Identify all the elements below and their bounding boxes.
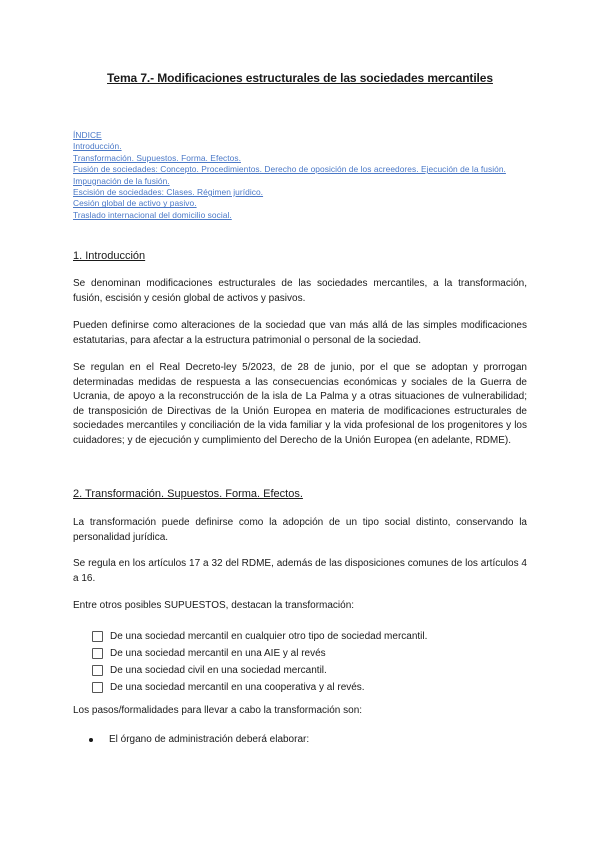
toc-link-fusion[interactable]: Fusión de sociedades: Concepto. Procedimientos. Derecho de oposición de los acreedores. Ejecución de la fusión. Impugnación de la fusión. [73,164,506,186]
section-1-paragraph-1: Se denominan modificaciones estructurales de las sociedades mercantiles, a la transformación, fusión, escisión y cesión global de activos y pasivos. [73,278,527,304]
checkbox[interactable] [92,665,103,676]
bullet-item [89,734,309,745]
checklist-item [92,679,427,696]
checklist-item-label: De una sociedad mercantil en cualquier otro tipo de sociedad mercantil. [110,631,428,642]
steps-intro: Los pasos/formalidades para llevar a cabo la transformación son: [73,705,363,716]
checkbox[interactable] [92,648,103,659]
bullet-dot-icon [89,738,93,742]
section-2-heading: 2. Transformación. Supuestos. Forma. Efectos. [73,488,303,500]
checklist-item-label: De una sociedad civil en una sociedad mercantil. [110,665,327,676]
checklist-item [92,662,427,679]
checkbox[interactable] [92,631,103,642]
section-2-paragraph-3: Entre otros posibles SUPUESTOS, destacan la transformación: [73,600,355,611]
document-title: Tema 7.- Modificaciones estructurales de las sociedades mercantiles [107,71,493,85]
section-1-paragraph-2: Pueden definirse como alteraciones de la sociedad que van más allá de las simples modificaciones estatutarias, para afectar a la estructura patrimonial o personal de la sociedad. [73,320,527,346]
toc-link-cesion[interactable]: Cesión global de activo y pasivo. [73,198,197,209]
checklist-item-label: De una sociedad mercantil en una AIE y al revés [110,648,326,659]
toc-link-transformacion[interactable]: Transformación. Supuestos. Forma. Efectos. [73,152,241,163]
section-2-paragraph-1: La transformación puede definirse como la adopción de un tipo social distinto, conservando la personalidad jurídica. [73,517,527,543]
bullet-item-text: El órgano de administración deberá elaborar: [109,734,310,745]
toc-link-indice[interactable]: ÍNDICE [73,130,102,140]
toc-link-traslado[interactable]: Traslado internacional del domicilio social. [73,209,232,220]
checklist-item [92,628,427,645]
table-of-contents [73,130,529,221]
section-2-paragraph-2: Se regula en los artículos 17 a 32 del RDME, además de las disposiciones comunes de los artículos 4 a 16. [73,558,527,584]
toc-link-escision[interactable]: Escisión de sociedades: Clases. Régimen jurídico. [73,187,264,198]
checkbox[interactable] [92,682,103,693]
section-1-heading: 1. Introducción [73,250,146,262]
supuestos-checklist [92,628,427,696]
toc-link-introduccion[interactable]: Introducción. [73,141,122,152]
checklist-item [92,645,427,662]
section-1-paragraph-3: Se regulan en el Real Decreto-ley 5/2023, de 28 de junio, por el que se adoptan y prorrogan determinadas medidas de respuesta a las consecuencias económicas y sociales de la Guerra de Ucrania, de apoyo a la reconstrucción de la isla de La Palma y a otras situaciones de vulnerabilidad; de transposición de Directivas de la Unión Europea en materia de modificaciones estructurales de sociedades mercantiles y conciliación de la vida familiar y la vida profesional de los progenitores y los cuidadores; y de ejecución y cumplimiento del Derecho de la Unión Europea (en adelante, RDME). [73,362,527,446]
checklist-item-label: De una sociedad mercantil en una cooperativa y al revés. [110,682,365,693]
